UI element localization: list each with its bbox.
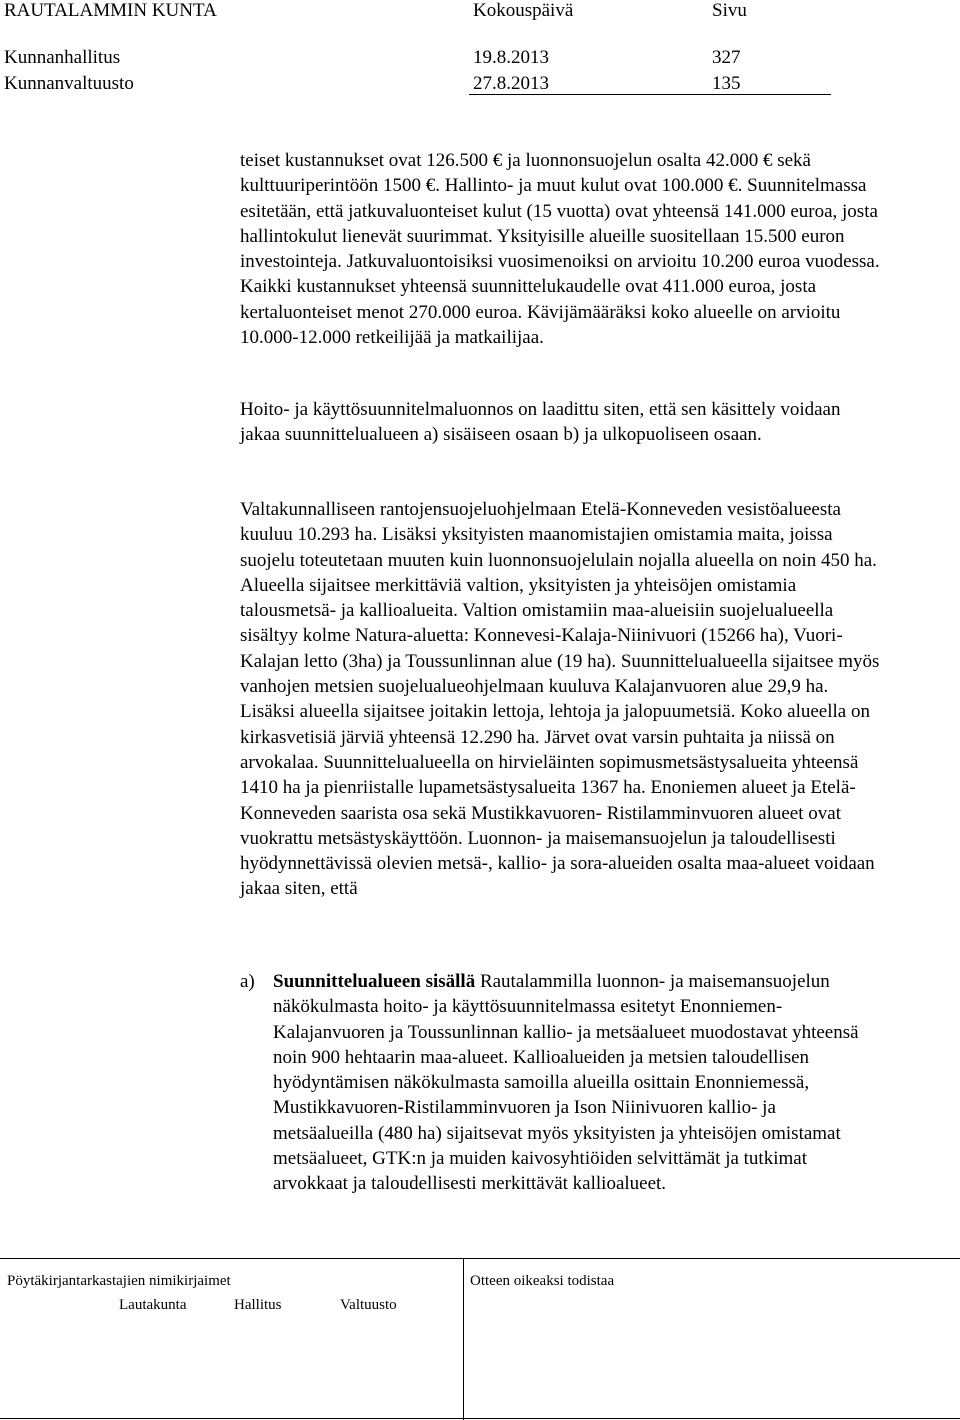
certified-label: Otteen oikeaksi todistaa [470,1273,615,1289]
meeting-date: 27.8.2013 [473,73,549,94]
body-name: Kunnanvaltuusto [4,73,134,94]
meeting-date: 19.8.2013 [473,47,549,68]
signatures-label: Pöytäkirjantarkastajien nimikirjaimet [7,1273,231,1289]
paragraph-costs: teiset kustannukset ovat 126.500 € ja luonnonsuojelun osalta 42.000 € sekä kulttuuriperintöön 1500 €. Hallinto- ja muut kulut ovat 100.000 €. Suunnitelmassa esitetään, että jatkuvaluonteiset kulut (15 vuotta) ovat yhteensä 141.000 euroa, josta hallintokulut lienevät suurimmat. Yksityisille alueille suositellaan 15.500 euron investointeja. Jatkuvaluontoisiksi vuosimenoiksi on arvioitu 10.200 euroa vuodessa. Kaikki kustannukset yhteensä suunnittelukaudelle ovat 411.000 euroa, josta kertaluonteiset menot 270.000 euroa. Kävijämääräksi koko alueelle on arvioitu 10.000-12.000 retkeilijää ja matkailijaa. [240,150,880,349]
footer-body-council: Valtuusto [340,1297,397,1313]
list-item-body: Rautalammilla luonnon- ja maisemansuojelun näkökulmasta hoito- ja käyttösuunnitelmassa esitetyt Enonniemen-Kalajanvuoren ja Toussunlinnan kallio- ja metsäalueet muodostavat yhteensä noin 900 hehtaarin maa-alueet. Kallioalueiden ja metsien taloudellisen hyödyntämisen näkökulmasta samoilla alueilla osittain Enonniemessä, Mustikkavuoren-Ristilamminvuoren ja Ison Niinivuoren kallio- ja metsäalueilla (480 ha) sijaitsevat myös yksityisten ja yhteisöjen omistamat metsäalueet, GTK:n ja muiden kaivosyhtiöiden selvittämät ja tutkimat arvokkaat ja taloudellisesti merkittävät kallioalueet. [273,971,859,1195]
page-label: Sivu [712,0,747,21]
list-item-text [273,969,873,1197]
paragraph-plan-division: Hoito- ja käyttösuunnitelmaluonnos on laadittu siten, että sen käsittely voidaan jakaa suunnittelualueen a) sisäiseen osaan b) ja ulkopuoliseen osaan. [240,399,841,446]
list-item-bold-lead: Suunnittelualueen sisällä [273,971,476,992]
header-underline [469,94,831,95]
footer-body-board: Hallitus [234,1297,282,1313]
municipality-name: RAUTALAMMIN KUNTA [4,0,217,21]
body-name: Kunnanhallitus [4,47,121,68]
page-number: 327 [712,47,741,68]
footer-top-rule [0,1258,960,1259]
meeting-date-label: Kokouspäivä [473,0,574,21]
page-number: 135 [712,73,741,94]
footer-bottom-rule [0,1418,960,1419]
paragraph-protection-programme: Valtakunnalliseen rantojensuojeluohjelmaan Etelä-Konneveden vesistöalueesta kuuluu 10.293 ha. Lisäksi yksityisten maanomistajien omistamia maita, joissa suojelu toteutetaan muuten kuin luonnonsuojelulain nojalla alueella on noin 450 ha. Alueella sijaitsee merkittäviä valtion, yksityisten ja yhteisöjen omistamia talousmetsä- ja kallioalueita. Valtion omistamiin maa-alueisiin suojelualueella sisältyy kolme Natura-aluetta: Konnevesi-Kalaja-Niinivuori (15266 ha), Vuori-Kalajan letto (3ha) ja Toussunlinnan alue (19 ha). Suunnittelualueella sijaitsee myös vanhojen metsien suojelualueohjelmaan kuuluva Kalajanvuoren alue 29,9 ha. Lisäksi alueella sijaitsee joitakin lettoja, lehtoja ja jalopuumetsiä. Koko alueella on kirkasvetisiä järviä yhteensä 12.290 ha. Järvet ovat varsin puhtaita ja niissä on arvokalaa. Suunnittelualueella on hirvieläinten sopimusmetsästysalueita yhteensä 1410 ha ja pienriistalle lupametsästysalueita 1367 ha. Enoniemen alueet ja Etelä-Konneveden saarista osa sekä Mustikkavuoren- Ristilamminvuoren alueet ovat vuokrattu metsästyskäyttöön. Luonnon- ja maisemansuojelun ja taloudellisesti hyödynnettävissä olevien metsä-, kallio- ja sora-alueiden osalta maa-alueet voidaan jakaa siten, että [240,499,880,900]
footer-divider [463,1258,464,1420]
footer-body-committee: Lautakunta [119,1297,187,1313]
list-marker: a) [240,971,255,992]
